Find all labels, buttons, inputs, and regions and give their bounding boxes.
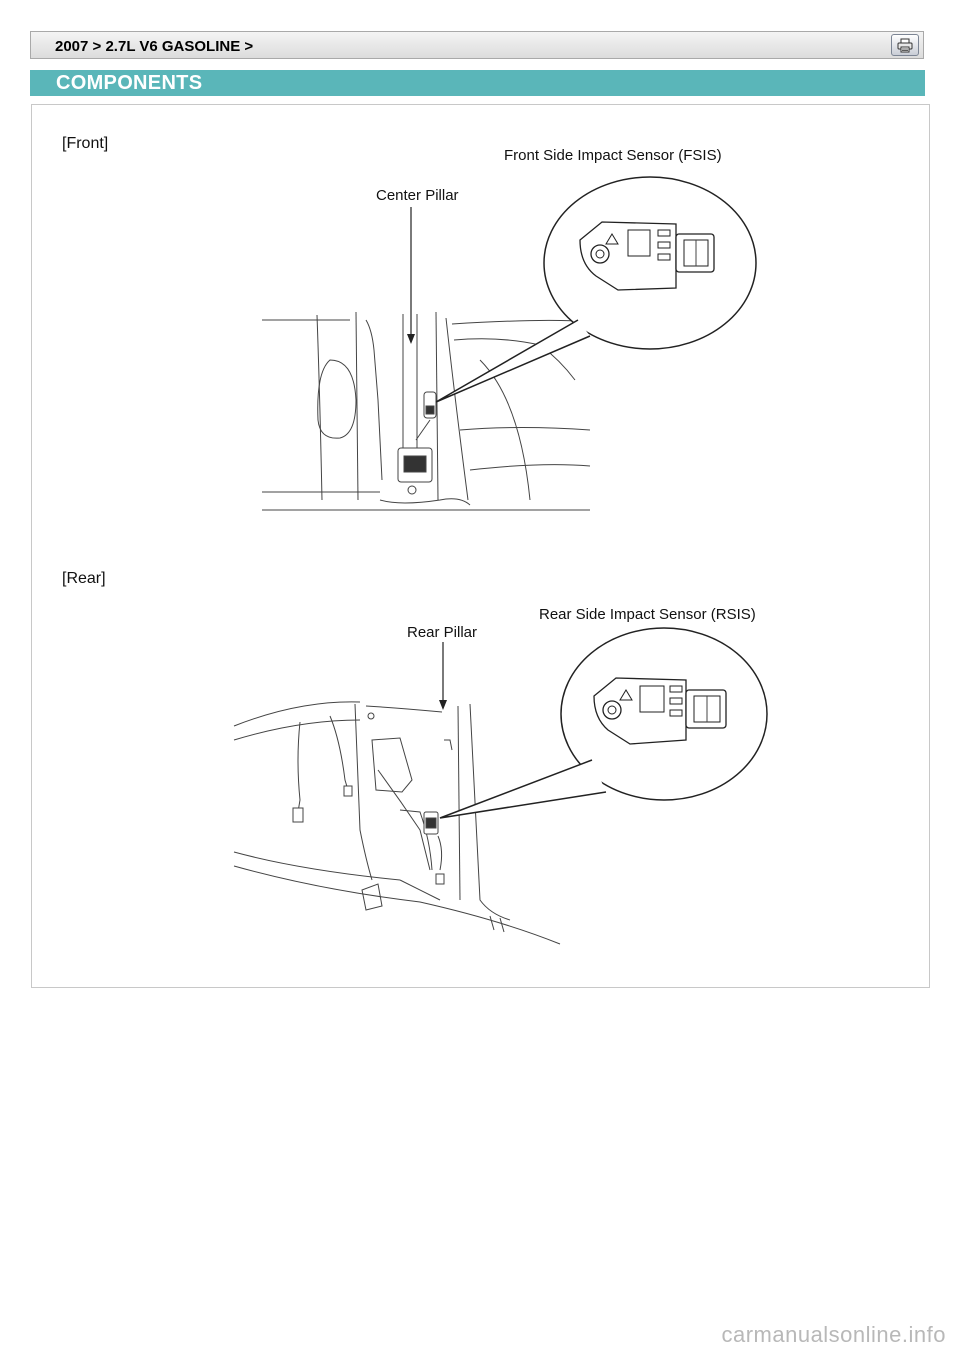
center-pillar-label: Center Pillar xyxy=(376,187,459,204)
breadcrumb: 2007 > 2.7L V6 GASOLINE > xyxy=(55,38,254,55)
watermark: carmanualsonline.info xyxy=(721,1322,946,1347)
rear-body-drawing xyxy=(234,702,560,944)
fsis-callout xyxy=(436,177,756,402)
rear-pillar-label: Rear Pillar xyxy=(407,624,478,641)
section-title: COMPONENTS xyxy=(56,72,203,94)
rsis-callout xyxy=(440,628,767,818)
rsis-label: Rear Side Impact Sensor (RSIS) xyxy=(539,606,756,623)
fsis-label: Front Side Impact Sensor (FSIS) xyxy=(504,147,722,164)
rear-heading: [Rear] xyxy=(62,570,106,587)
front-heading: [Front] xyxy=(62,135,109,152)
